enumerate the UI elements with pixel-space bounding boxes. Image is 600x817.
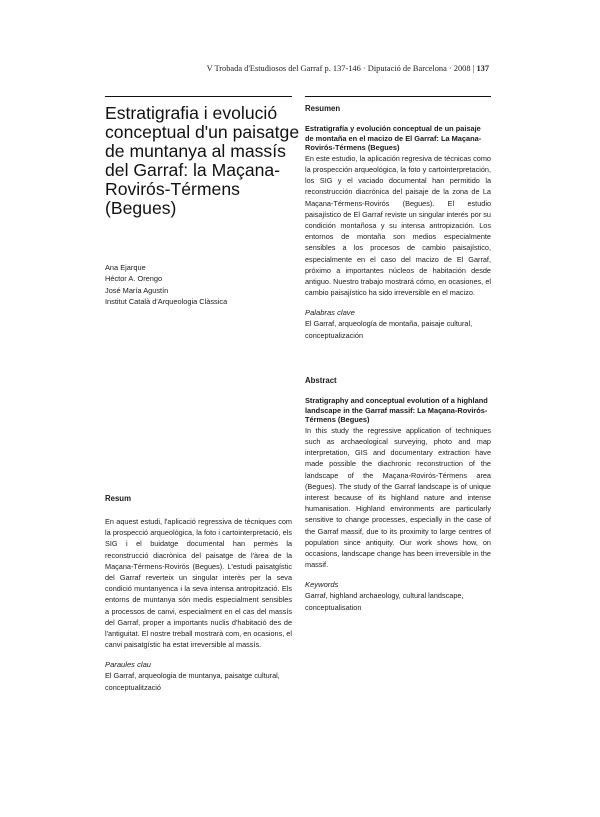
running-head-text: V Trobada d'Estudiosos del Garraf p. 137-146 · Diputació de Barcelona · 2008 <box>206 64 471 73</box>
abstract-heading: Abstract <box>305 376 337 385</box>
abstract-keywords: Garraf, highland archaeology, cultural landscape, conceptualisation <box>305 591 464 612</box>
resum-keywords: El Garraf, arqueologia de muntanya, paisatge cultural, conceptualització <box>105 671 280 692</box>
author-name: José María Agustín <box>105 285 169 295</box>
resumen-heading: Resumen <box>305 104 341 113</box>
author-name: Ana Ejarque <box>105 263 146 272</box>
resum-keywords-heading: Paraules clau <box>105 660 152 670</box>
resum-heading: Resum <box>105 494 131 503</box>
running-head <box>207 64 489 73</box>
abstract-subtitle: Stratigraphy and conceptual evolution of a highland landscape in the Garraf massif: La Maçana-Rovirós-Térmens (Begues) <box>305 396 488 425</box>
page-number: 137 <box>476 64 489 73</box>
abstract-keywords-heading: Keywords <box>305 580 339 590</box>
authors-block <box>105 262 295 308</box>
resum-body: En aquest estudi, l'aplicació regressiva de tècniques com la prospecció arqueològica, la foto i cartointerpretació, els SIG i el buidatge documental han permès la reconstrucció diacrònica del paisatge de l'àrea de la Maçana-Térmens-Rovirós (Begues). L'estudi paisatgístic del Garraf reverteix un singular interès per la seva condició muntanyenca i la seva intensa antropització. Els entorns de muntanya són medis especialment sensibles a processos de canvi, especialment en el cas del massís del Garraf, proper a importants nuclis d'habitació des de l'antiguitat. El nostre treball mostrarà com, en ocasions, el canvi paisatgístic ha estat irreversible al massís. <box>105 517 292 650</box>
author-name: Héctor A. Orengo <box>105 274 163 284</box>
left-rule <box>105 96 292 97</box>
resumen-keywords-heading: Palabras clave <box>305 308 355 318</box>
resumen-keywords: El Garraf, arqueología de montaña, paisaje cultural, conceptualización <box>305 319 473 340</box>
running-head-divider: | <box>472 64 477 73</box>
right-rule <box>305 96 491 97</box>
resum-section <box>105 494 292 693</box>
abstract-body: In this study the regressive application of techniques such as archaeological surveying, photo and map interpretation, GIS and documentary extraction have made possible the diachronic reconstruction of the landscape of the Maçana-Rovirós-Térmens area (Begues). The study of the Garraf landscape is of unique interest because of its highland nature and intense humanisation. Highland environments are particularly sensitive to change processes, especially in the case of the Garraf massif, due to its proximity to large centres of population since antiquity. Our work shows how, on occasions, landscape change has been irreversible in the massif. <box>305 425 491 570</box>
resumen-body: En este estudio, la aplicación regresiva de técnicas como la prospección arqueológica, la foto y cartointerpretación, los SIG y el vaciado documental han permitido la reconstrucción diacrónica del paisaje de la zona de La Maçana-Térmens-Rovirós (Begues). El estudio paisajístico de El Garraf reviste un singular interés por su condición montañosa y su intensa antropización. Los entornos de montaña son medios especialmente sensibles a los procesos de cambio paisajístico, especialmente en el caso del macizo de El Garraf, próximo a importantes núcleos de habitación desde antiguo. Nuestro trabajo mostrará cómo, en ocasiones, el cambio paisajístico ha sido irreversible en el macizo. <box>305 153 491 298</box>
resumen-subtitle: Estratigrafía y evolución conceptual de un paisaje de montaña en el macizo de El Garraf: La Maçana-Rovirós-Térmens (Begues) <box>305 124 482 153</box>
author-institution: Institut Català d'Arqueologia Clàssica <box>105 297 228 307</box>
article-title: Estratigrafia i evolució conceptual d'un paisatge de muntanya al massís del Garraf: la Maçana-Rovirós-Térmens (Begues) <box>105 103 300 218</box>
abstract-section <box>305 376 491 613</box>
resumen-section <box>305 104 491 341</box>
